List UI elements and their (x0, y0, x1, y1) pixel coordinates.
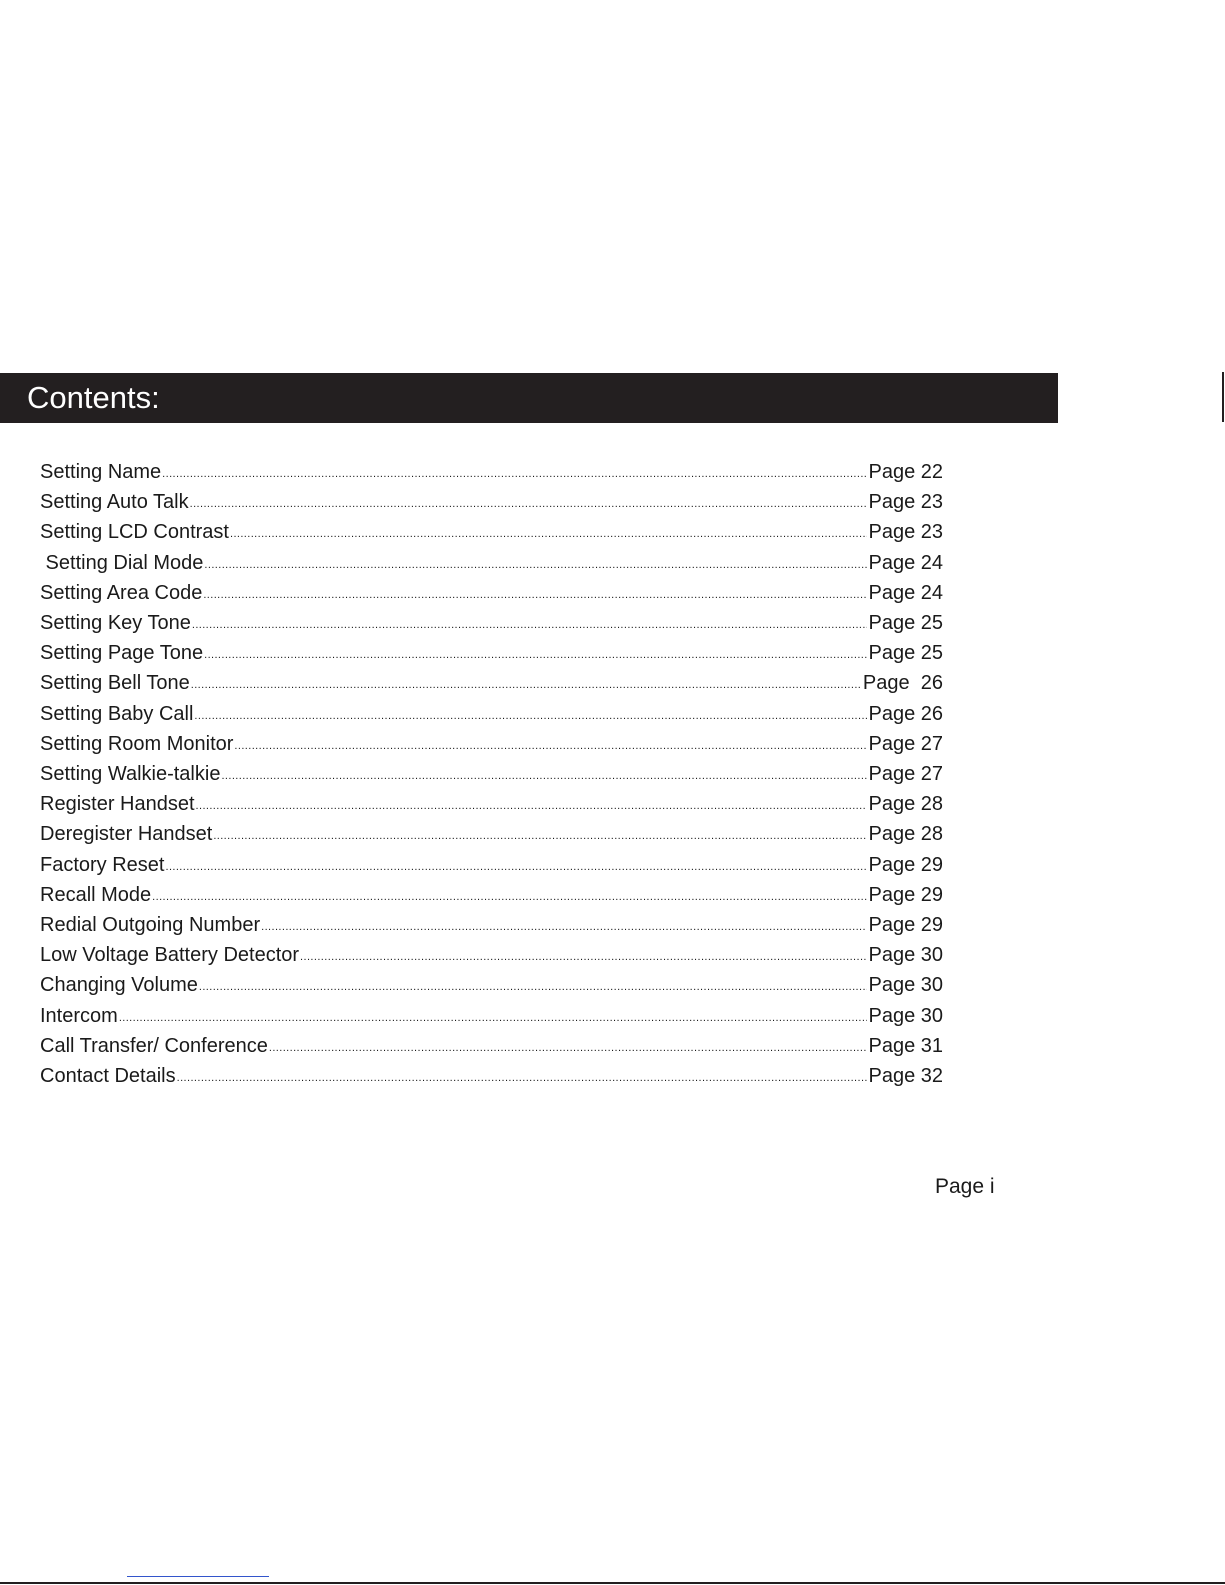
toc-entry-page: Page 25 (868, 642, 943, 665)
toc-entry[interactable] (40, 910, 943, 940)
toc-dot-leader (192, 607, 868, 640)
toc-entry-page: Page 30 (868, 974, 943, 997)
toc-dot-leader (204, 637, 867, 670)
toc-entry-label: Setting Room Monitor (40, 732, 234, 755)
toc-dot-leader (234, 728, 867, 761)
toc-entry[interactable] (40, 940, 943, 970)
toc-entry[interactable] (40, 548, 943, 578)
toc-entry-label: Changing Volume (40, 974, 198, 997)
toc-entry[interactable] (40, 608, 943, 638)
toc-dot-leader (191, 667, 862, 700)
toc-entry[interactable] (40, 1001, 943, 1031)
toc-entry-page: Page 31 (868, 1034, 943, 1057)
toc-entry-page: Page 22 (868, 461, 943, 483)
toc-dot-leader (165, 849, 867, 882)
toc-entry[interactable] (40, 699, 943, 729)
toc-dot-leader (213, 818, 867, 851)
toc-entry-label: Low Voltage Battery Detector (40, 944, 300, 967)
toc-entry-page: Page 30 (868, 1004, 943, 1027)
toc-dot-leader (177, 1060, 868, 1093)
toc-entry-page: Page 24 (868, 551, 943, 574)
toc-entry-page: Page 24 (868, 581, 943, 604)
toc-entry[interactable] (40, 668, 943, 698)
toc-dot-leader (196, 788, 868, 821)
toc-dot-leader (230, 516, 868, 549)
toc-entry-page: Page 27 (868, 763, 943, 785)
toc-entry[interactable] (40, 578, 943, 608)
toc-entry-label: Intercom (40, 1004, 118, 1027)
toc-dot-leader (199, 969, 868, 1002)
toc-entry[interactable] (40, 880, 943, 910)
toc-dot-leader (194, 698, 867, 731)
toc-entry-page: Page 32 (868, 1065, 943, 1087)
toc-entry-label: Contact Details (40, 1065, 176, 1087)
bottom-rule (0, 1582, 1225, 1584)
toc-entry[interactable] (40, 759, 943, 789)
toc-entry-label: Setting Name (40, 461, 162, 483)
toc-entry-label: Setting Dial Mode (40, 551, 204, 574)
toc-dot-leader (162, 456, 867, 489)
toc-entry-label: Register Handset (40, 793, 195, 816)
toc-entry-label: Setting Bell Tone (40, 672, 190, 695)
toc-dot-leader (261, 909, 867, 942)
toc-entry-page: Page 28 (868, 793, 943, 816)
footer-link-underline (127, 1576, 269, 1577)
toc-entry-page: Page 30 (868, 944, 943, 967)
contents-header-bar (0, 373, 1058, 423)
toc-entry-label: Redial Outgoing Number (40, 914, 261, 936)
toc-entry-page: Page 27 (868, 732, 943, 755)
toc-entry-page: Page 29 (868, 853, 943, 876)
toc-entry[interactable] (40, 729, 943, 759)
toc-entry-label: Setting Page Tone (40, 642, 204, 665)
toc-entry-label: Recall Mode (40, 883, 152, 906)
toc-entry-label: Setting Walkie-talkie (40, 763, 221, 785)
toc-entry-page: Page 26 (862, 672, 943, 695)
toc-entry[interactable] (40, 517, 943, 547)
toc-entry-label: Setting Auto Talk (40, 491, 189, 514)
toc-entry-label: Setting Key Tone (40, 612, 191, 634)
toc-entry-page: Page 29 (868, 883, 943, 906)
toc-entry-label: Call Transfer/ Conference (40, 1034, 268, 1057)
edge-rule (1222, 372, 1224, 422)
toc-entry[interactable] (40, 487, 943, 517)
toc-entry[interactable] (40, 789, 943, 819)
toc-entry[interactable] (40, 457, 943, 487)
toc-dot-leader (221, 758, 867, 791)
toc-dot-leader (204, 547, 867, 580)
toc-entry-page: Page 23 (868, 491, 943, 514)
toc-entry-page: Page 23 (868, 521, 943, 544)
toc-entry-label: Setting LCD Contrast (40, 521, 229, 544)
toc-dot-leader (300, 939, 867, 972)
toc-entry-label: Setting Baby Call (40, 702, 194, 725)
toc-dot-leader (269, 1030, 868, 1063)
toc-dot-leader (203, 577, 867, 610)
toc-entry-page: Page 26 (868, 702, 943, 725)
toc-entry[interactable] (40, 1031, 943, 1061)
contents-title: Contents: (27, 380, 160, 415)
page-number: Page i (935, 1175, 995, 1198)
toc-entry[interactable] (40, 850, 943, 880)
toc-entry-page: Page 28 (868, 823, 943, 846)
toc-dot-leader (152, 879, 867, 912)
toc-entry[interactable] (40, 638, 943, 668)
toc-entry-page: Page 25 (868, 612, 943, 634)
toc-entry-label: Setting Area Code (40, 581, 203, 604)
toc-entry[interactable] (40, 819, 943, 849)
toc-entry-label: Deregister Handset (40, 823, 213, 846)
toc-entry[interactable] (40, 970, 943, 1000)
toc-entry-page: Page 29 (868, 914, 943, 936)
toc-dot-leader (119, 1000, 868, 1033)
toc-entry-label: Factory Reset (40, 853, 165, 876)
toc-entry[interactable] (40, 1061, 943, 1091)
toc-dot-leader (190, 486, 868, 519)
